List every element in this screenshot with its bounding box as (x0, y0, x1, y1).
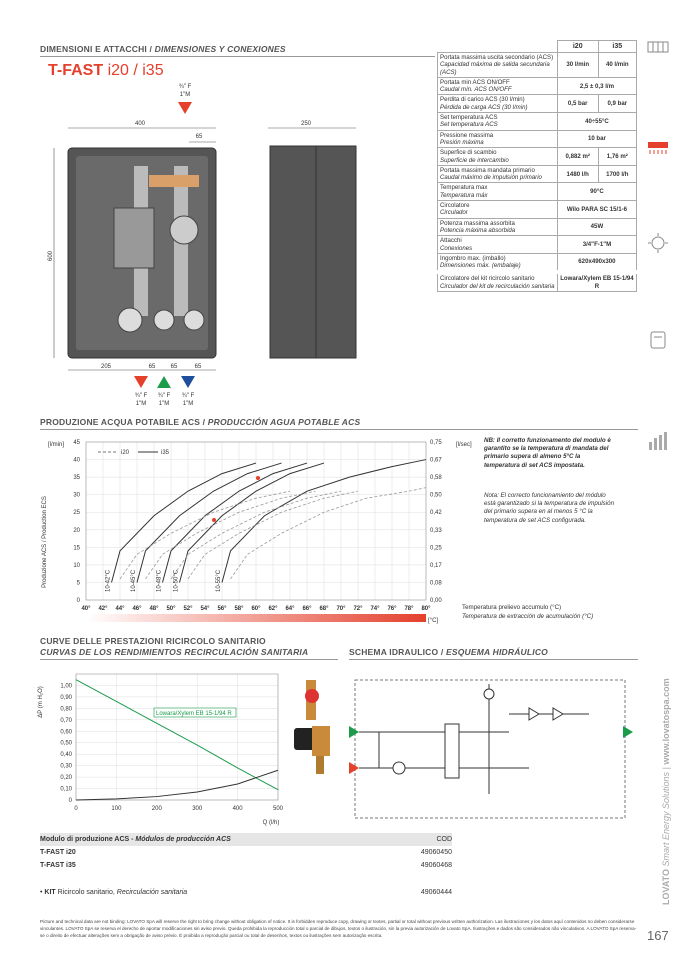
rec-y-tick: 0,80 (60, 706, 72, 713)
section-title-schema: SCHEMA IDRAULICO / ESQUEMA HIDRÁULICO (349, 647, 548, 657)
note-es: Nota: El correcto funcionamiento del módulo está garantizado si la temperatura de impulsión del primario supera en al menos 5 °C la temperatura de set ACS configurada. (484, 492, 615, 524)
cod-kit-code: 49060444 (420, 889, 452, 896)
cod-row-code: 49060468 (420, 862, 452, 869)
acs-x-tick: 46° (132, 606, 142, 612)
rec-ylabel: ΔP (m H₂O) (38, 686, 44, 718)
svg-text:¾" F: ¾" F (181, 393, 195, 399)
pump-image (286, 676, 342, 776)
acs-y-tick: 10 (73, 562, 80, 569)
rec-x-tick: 200 (151, 806, 162, 812)
rec-x-tick: 400 (232, 806, 243, 812)
acs-x-tick: 64° (285, 606, 295, 612)
rec-x-tick: 100 (111, 806, 122, 812)
acs-y-tick: 40 (73, 457, 80, 464)
dim-205: 205 (100, 364, 112, 370)
product-title: T-FAST i20 / i35 (48, 62, 164, 79)
top-arrow-icon (178, 102, 192, 114)
cod-row-code: 49060450 (420, 849, 452, 856)
acs-y-tick: 15 (73, 545, 80, 552)
spec-row: Potenza massima assorbita Potencia máxima absorbida 45W (438, 218, 637, 236)
top-conn-label2: 1"M (179, 92, 191, 98)
legend-i35: i35 (161, 450, 170, 456)
spec-row: Attacchi Conexiones 3/4"F-1"M (438, 236, 637, 254)
footer-disclaimer: Picture and technical data are not binding: LOVATO SpA will reserve the right to bring change without obligation of notice. It is forbidden reproduce copy, drawing or textes, partial or total without previous written authorization. Las ilustraciones y los datos aquí contenidos no deben considerarse vinculantes. LOVATO SpA se reserva el derecho de aportar modificaciones sin aviso previo. Queda prohibida la reproducción total o parcial de dibujos, textos o ilustración, sin la previa autorización de Lovato SpA. Ilustrações e dados são considerados não vinculativos. A LOVATO SpA reserva-se o direito de efectuar alterações sem a obrigação de aviso prévio. É proibida a reprodução parcial ou total de desenhos, textos ou ilustrações sem autorização escrita. (40, 919, 637, 938)
acs-x-tick: 58° (234, 606, 244, 612)
rec-y-tick: 0 (68, 798, 72, 804)
side-icons (644, 40, 672, 460)
rec-xlabel: Q (l/h) (262, 820, 280, 826)
spec-row: Superfice di scambio Superficie de intercambio 0,882 m² 1,76 m² (438, 148, 637, 166)
acs-ylabel: Produzione ACS / Production ECS (42, 496, 48, 588)
acs-x-tick: 74° (370, 606, 380, 612)
acs-y-tick: 20 (73, 527, 80, 534)
acs-y-tick: 35 (73, 475, 80, 482)
spec-row: Portata massima mandata primario Caudal máximo de impulsión primario 1480 l/h 1700 l/h (438, 165, 637, 183)
acs-x-tick: 56° (217, 606, 227, 612)
acs-curve-label: 10-48°C (156, 569, 163, 592)
acs-y-tick: 30 (73, 492, 80, 499)
cod-kit-row: • KIT Ricircolo sanitario, Recirculación sanitaria (40, 889, 188, 896)
boiler-icon (651, 332, 665, 348)
acs-x-tick: 76° (387, 606, 397, 612)
acs-y-unit: [l/min] (48, 442, 65, 448)
acs-x-tick: 70° (336, 606, 346, 612)
acs-x-tick: 60° (251, 606, 261, 612)
cod-col: COD (436, 836, 452, 843)
spec-row: Temperatura max Temperatura máx 90°C (438, 183, 637, 201)
spec-row: Ingombro max. (imballo) Dimensiones máx. (embalaje) 620x490x300 (438, 253, 637, 272)
divider (40, 659, 338, 660)
acs-y2-tick: 0,33 (430, 527, 442, 534)
chart-icon (649, 432, 667, 450)
rec-x-tick: 0 (74, 806, 78, 812)
spec-row: Set temperatura ACS Set temperatura ACS 40÷55°C (438, 113, 637, 131)
acs-y-tick: 45 (73, 440, 80, 446)
panel-side (270, 146, 356, 358)
acs-x-tick: 72° (353, 606, 363, 612)
acs-x-tick: 54° (200, 606, 210, 612)
spec-row: Perdita di carico ACS (30 l/min) Pérdida de carga ACS (30 l/min) 0,5 bar 0,9 bar (438, 95, 637, 113)
acs-y-tick: 5 (76, 580, 80, 587)
dim-65c: 65 (194, 364, 202, 370)
rec-legend: Lowara/Xylem EB 15-1/94 R (156, 711, 232, 717)
hydraulic-schema (349, 664, 639, 824)
svg-text:1"M: 1"M (158, 401, 170, 407)
radiator-icon (648, 42, 668, 52)
divider (40, 429, 638, 430)
section-title-acs: PRODUZIONE ACQUA POTABILE ACS / PRODUCCIÓN AGUA POTABLE ACS (40, 417, 361, 427)
acs-x-tick: 78° (404, 606, 414, 612)
rec-y-tick: 0,50 (60, 740, 72, 747)
bottom-arrow-red-icon (134, 376, 148, 388)
acs-curve-label: 10-45°C (131, 569, 137, 592)
dim-65-top: 65 (195, 134, 203, 140)
section-title-curves: CURVE DELLE PRESTAZIONI RICIRCOLO SANITARIO CURVAS DE LOS RENDIMIENTOS RECIRCULACIÓN SANITARIA (40, 636, 309, 657)
rec-x-tick: 500 (272, 806, 284, 812)
acs-xlabel: Temperatura prelievo accumulo (°C) Temperatura de extracción de acumulación (°C) (462, 604, 594, 620)
acs-series-i35 (137, 463, 282, 582)
temperature-bar (86, 614, 426, 622)
acs-y-tick: 0 (76, 598, 80, 604)
acs-y2-unit: [l/sec] (456, 442, 472, 448)
dim-65a: 65 (148, 364, 156, 370)
bottom-arrow-green-icon (157, 376, 171, 388)
svg-text:¾" F: ¾" F (134, 393, 148, 399)
rec-y-tick: 0,20 (60, 775, 72, 782)
bottom-arrow-blue-icon (181, 376, 195, 388)
acs-x-tick: 44° (115, 606, 125, 612)
acs-y2-tick: 0,17 (430, 562, 442, 569)
acs-curve-label: 10-42°C (105, 569, 112, 592)
acs-x-tick: 40° (81, 606, 91, 612)
spec-row: Portata min ACS ON/OFF Caudal mín. ACS ON/OFF 2,5 ± 0,3 l/m (438, 77, 637, 95)
spec-row: Circolatore Circulador Wilo PARA SC 15/1-6 (438, 201, 637, 219)
dim-65b: 65 (170, 364, 178, 370)
spec-row: Pressione massima Presión máxima 10 bar (438, 130, 637, 148)
acs-x-tick: 68° (319, 606, 329, 612)
cod-header: Modulo di produzione ACS - Módulos de producción ACS (40, 836, 231, 843)
spec-header-i35: i35 (598, 41, 636, 53)
rec-y-tick: 1,00 (60, 683, 72, 690)
acs-x-tick: 80° (421, 606, 431, 612)
rec-y-tick: 0,10 (60, 786, 72, 793)
page-number: 167 (647, 928, 669, 943)
top-conn-label: ¾" F (178, 84, 192, 90)
spec-table (437, 40, 637, 292)
acs-curve-label: 10-55°C (216, 569, 222, 592)
rec-y-tick: 0,40 (60, 752, 72, 759)
acs-x-tick: 66° (302, 606, 312, 612)
svg-text:¾" F: ¾" F (157, 393, 171, 399)
spec-row: Portata massima uscita secondario (ACS) Capacidad máxima de salida secundaria (ACS) 30 l/min 40 l/min (438, 53, 637, 78)
acs-y2-tick: 0,58 (430, 475, 442, 482)
rec-y-tick: 0,60 (60, 729, 72, 736)
acs-y2-tick: 0,42 (430, 510, 442, 517)
schema-arrow-green-icon (349, 726, 359, 738)
acs-y2-tick: 0,67 (430, 457, 442, 464)
acs-y2-tick: 0,75 (430, 440, 442, 446)
acs-y2-tick: 0,50 (430, 492, 442, 499)
dimension-drawing (44, 80, 424, 415)
acs-x-unit: [°C] (428, 618, 439, 624)
sun-icon (648, 233, 668, 253)
vertical-brand: LOVATO Smart Energy Solutions | www.lovatospa.com (661, 678, 671, 905)
spec-header-i20: i20 (557, 41, 598, 53)
acs-x-tick: 48° (149, 606, 159, 612)
legend-i20: i20 (121, 450, 130, 456)
acs-series-i35 (180, 463, 325, 582)
spec-row: Circolatore del kit ricircolo sanitario Circulador del kit de recirculación sanitaria Lowara/Xylem EB 15-1/94 R (438, 272, 637, 291)
acs-x-tick: 42° (98, 606, 108, 612)
rec-x-tick: 300 (192, 806, 203, 812)
rec-series-system (76, 770, 278, 800)
divider (349, 659, 638, 660)
acs-x-tick: 62° (268, 606, 278, 612)
acs-curve-label: 10-50°C (173, 569, 180, 592)
cod-row-name: T-FAST i20 (40, 849, 76, 856)
acs-y2-tick: 0,00 (430, 598, 442, 604)
rec-y-tick: 0,70 (60, 717, 72, 724)
dim-400: 400 (134, 121, 146, 127)
cod-row-name: T-FAST i35 (40, 862, 76, 869)
dim-600: 600 (48, 250, 54, 262)
acs-y2-tick: 0,08 (430, 580, 442, 587)
section-title-dimensions: DIMENSIONI E ATTACCHI / DIMENSIONES Y CONEXIONES (40, 44, 286, 54)
divider (40, 56, 435, 57)
recirculation-chart (36, 662, 296, 830)
acs-x-tick: 50° (166, 606, 176, 612)
rec-y-tick: 0,30 (60, 763, 72, 770)
svg-text:1"M: 1"M (135, 401, 147, 407)
acs-x-tick: 52° (183, 606, 193, 612)
dim-250: 250 (300, 121, 312, 127)
schema-arrow-red-icon (349, 762, 359, 774)
note-it: NB: Il corretto funzionamento del modulo è garantito se la temperatura di mandata del primario supera di almeno 5°C la temperatura di set ACS impostata. (484, 437, 611, 469)
heater-icon (648, 142, 668, 154)
rec-series-pump (76, 680, 278, 790)
acs-y-tick: 25 (73, 510, 80, 517)
acs-chart (38, 432, 478, 626)
acs-series-i35 (112, 463, 257, 582)
svg-text:1"M: 1"M (182, 401, 194, 407)
acs-series-i20 (231, 488, 427, 579)
cod-table (40, 833, 452, 899)
acs-y2-tick: 0,25 (430, 545, 442, 552)
rec-y-tick: 0,90 (60, 694, 72, 701)
